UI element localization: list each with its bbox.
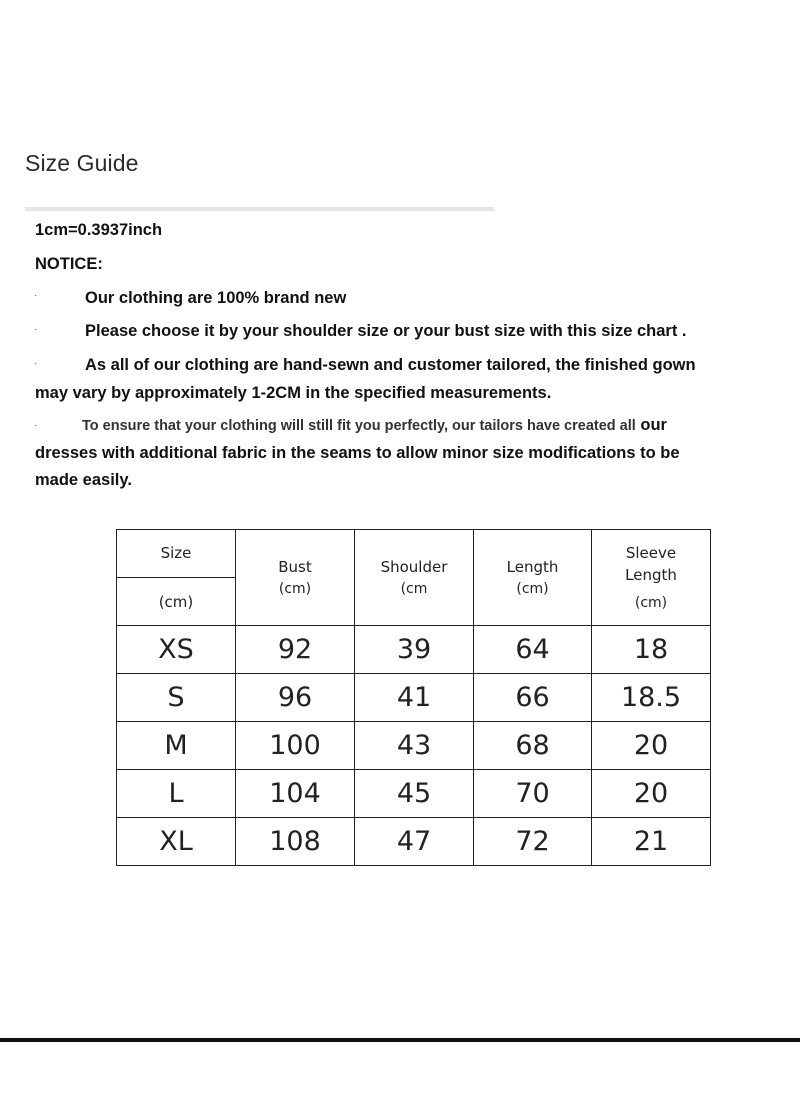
header-sleeve-unit: (cm) [634,594,668,611]
header-size: Size [117,530,236,578]
cell-length: 72 [474,818,592,866]
notice-item-2: Please choose it by your shoulder size or your bust size with this size chart . [85,322,687,340]
cell-shoulder: 43 [355,722,474,770]
cell-length: 70 [474,770,592,818]
bullet-4: · [34,420,38,431]
notice-label: NOTICE: [35,255,103,273]
header-length-label: Length [506,557,559,576]
cell-sleeve: 20 [592,722,711,770]
cell-size: M [117,722,236,770]
cell-sleeve: 21 [592,818,711,866]
bullet-3: · [34,358,38,369]
table-row [117,770,711,818]
table-row [117,674,711,722]
cell-bust: 92 [236,626,355,674]
title-divider [25,207,494,211]
header-shoulder-label: Shoulder [380,557,448,576]
cell-bust: 108 [236,818,355,866]
cell-length: 66 [474,674,592,722]
header-sleeve-label-2: Length [625,565,677,584]
header-bust-label: Bust [278,557,312,576]
cell-bust: 100 [236,722,355,770]
notice-item-4-big-text: our [640,416,667,434]
header-length-unit: (cm) [516,580,549,597]
cell-shoulder: 47 [355,818,474,866]
notice-item-4-line2: dresses with additional fabric in the seams to allow minor size modifications to be [35,444,680,462]
notice-item-3-line1: As all of our clothing are hand-sewn and customer tailored, the finished gown [85,356,696,374]
notice-item-1: Our clothing are 100% brand new [85,289,347,307]
cell-bust: 104 [236,770,355,818]
notice-item-4-line1 [82,416,667,435]
page-title: Size Guide [25,150,139,176]
cell-sleeve: 18 [592,626,711,674]
cell-length: 64 [474,626,592,674]
cell-bust: 96 [236,674,355,722]
cell-sleeve: 18.5 [592,674,711,722]
cell-shoulder: 39 [355,626,474,674]
header-bust-unit: (cm) [278,580,312,597]
table-row [117,626,711,674]
table-row [117,722,711,770]
bullet-1: · [34,290,38,301]
cell-shoulder: 45 [355,770,474,818]
cell-size: XL [117,818,236,866]
bullet-2: · [34,324,38,335]
header-length [474,530,592,626]
cell-shoulder: 41 [355,674,474,722]
notice-item-4-small-text: To ensure that your clothing will still fit you perfectly, our tailors have created all [82,418,636,434]
bottom-divider [0,1038,800,1042]
notice-item-4-line3: made easily. [35,471,132,489]
cell-sleeve: 20 [592,770,711,818]
cell-length: 68 [474,722,592,770]
cell-size: L [117,770,236,818]
header-sleeve [592,530,711,626]
size-chart-table [116,529,711,866]
header-sleeve-label-1: Sleeve [625,543,677,562]
header-bust [236,530,355,626]
header-size-unit: (cm) [117,578,236,626]
conversion-note: 1cm=0.3937inch [35,221,163,239]
header-row-top [117,530,711,578]
notice-item-3-line2: may vary by approximately 1-2CM in the specified measurements. [35,384,552,402]
header-shoulder-unit: (cm [400,580,428,597]
cell-size: XS [117,626,236,674]
table-row [117,818,711,866]
header-shoulder [355,530,474,626]
cell-size: S [117,674,236,722]
